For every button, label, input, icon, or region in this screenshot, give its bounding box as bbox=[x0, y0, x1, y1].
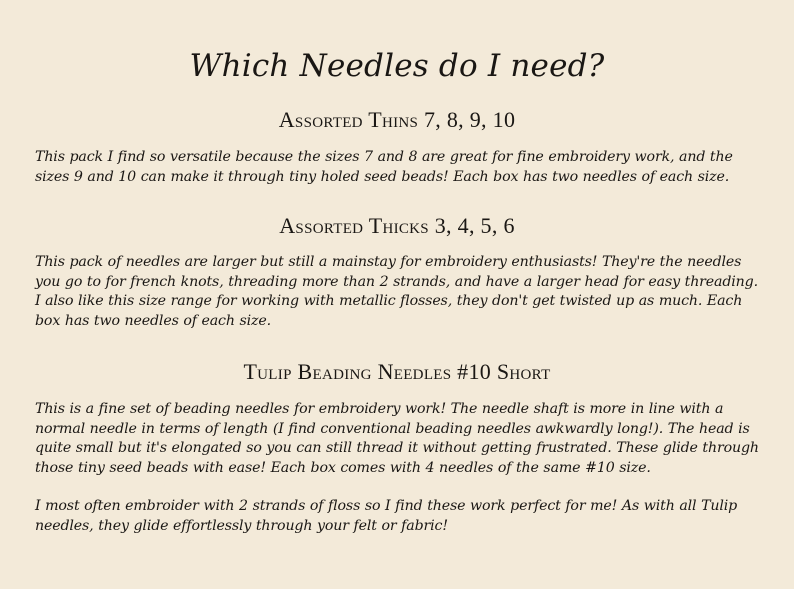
section-paragraph-tulip-beading-1: This is a fine set of beading needles for embroidery work! The needle shaft is more in line with a normal needle in terms of length (I find conventional beading needles awkwardly long!). The head is quite small but it's elongated so you can still thread it without getting frustrated. These glide through those tiny seed beads with ease! Each box comes with 4 needles of the same #10 size. bbox=[35, 401, 759, 476]
section-heading-tulip-beading: Tulip Beading Needles #10 Short bbox=[243, 359, 551, 384]
section-paragraph-tulip-beading-2: I most often embroider with 2 strands of floss so I find these work perfect for me! As with all Tulip needles, they glide effortlessly through your felt or fabric! bbox=[35, 498, 738, 534]
section-heading-assorted-thins: Assorted Thins 7, 8, 9, 10 bbox=[278, 107, 516, 132]
section-paragraph-assorted-thicks: This pack of needles are larger but still a mainstay for embroidery enthusiasts! They're the needles you go to for french knots, threading more than 2 strands, and have a larger head for easy threading. I also like this size range for working with metallic flosses, they don't get twisted up as much. Each box has two needles of each size. bbox=[35, 254, 758, 329]
section-paragraph-assorted-thins: This pack I find so versatile because the sizes 7 and 8 are great for fine embroidery work, and the sizes 9 and 10 can make it through tiny holed seed beads! Each box has two needles of each size. bbox=[35, 149, 733, 185]
page-title: Which Needles do I need? bbox=[189, 48, 605, 84]
section-heading-assorted-thicks: Assorted Thicks 3, 4, 5, 6 bbox=[279, 213, 515, 238]
